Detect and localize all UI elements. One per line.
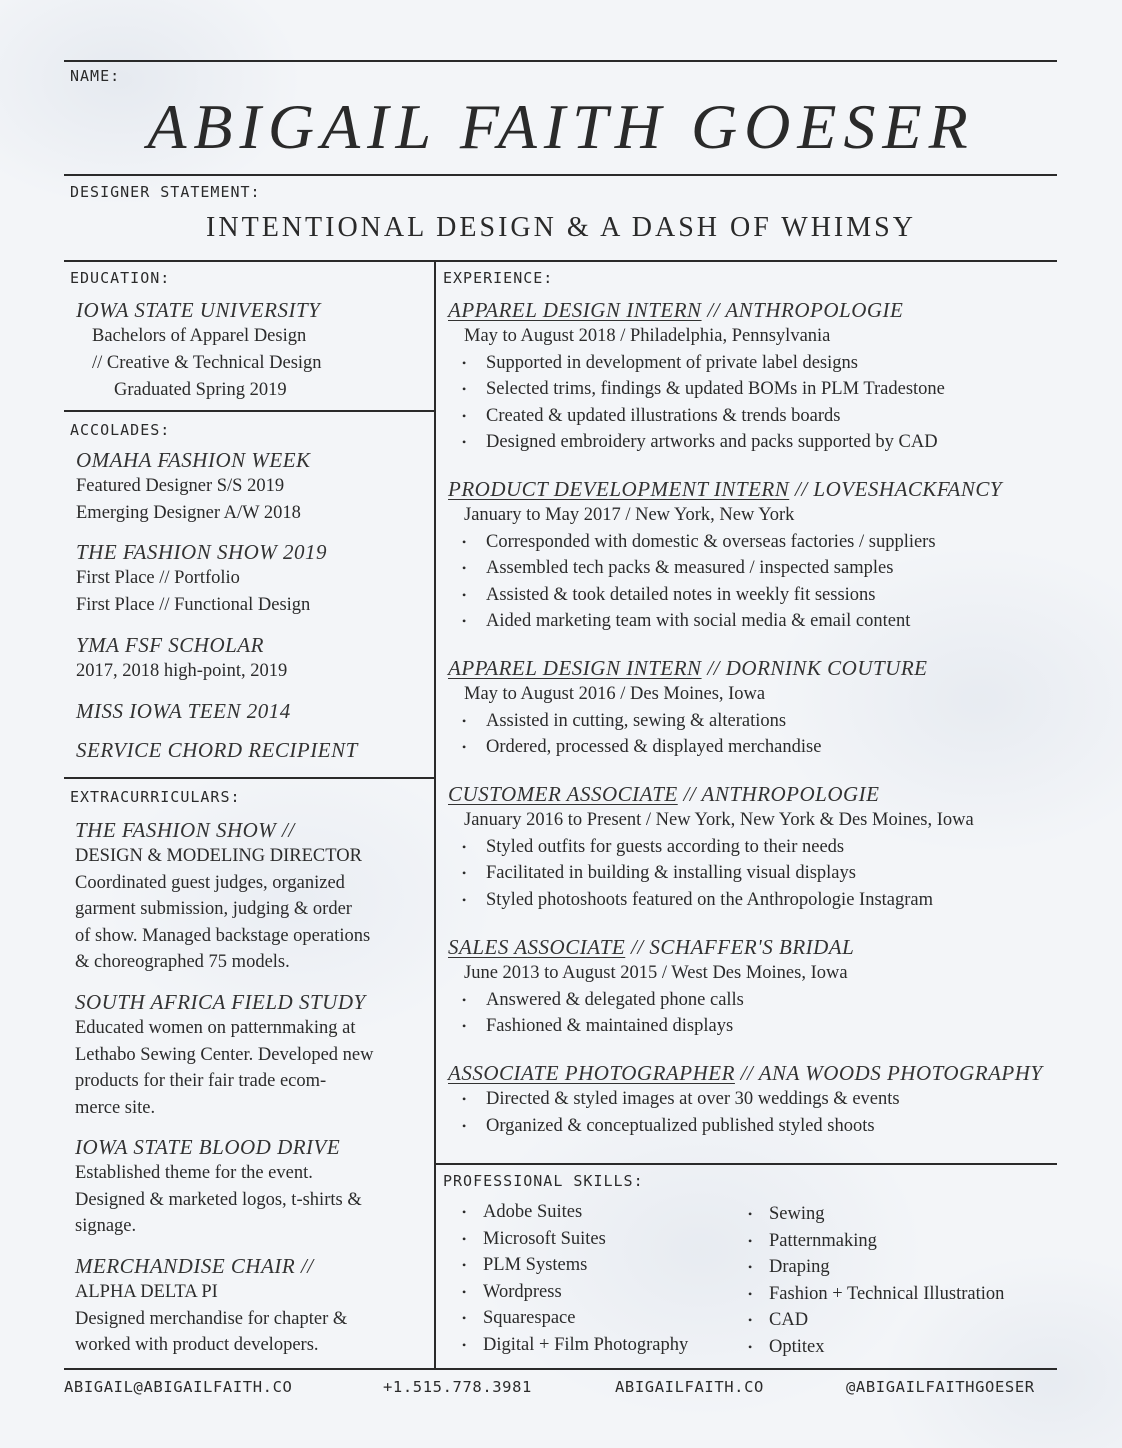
graduation-date: Graduated Spring 2019 (114, 380, 287, 400)
job-role: SALES ASSOCIATE (448, 935, 626, 959)
skill-item: • CAD (732, 1307, 1004, 1334)
accolade-line: Featured Designer S/S 2019 (76, 476, 285, 496)
rule-below-education (64, 410, 435, 412)
job-company: // LOVESHACKFANCY (789, 477, 1003, 501)
skill-item: • Sewing (732, 1201, 1004, 1228)
job-company: // ANTHROPOLOGIE (677, 782, 880, 806)
accolade-title: MISS IOWA TEEN 2014 (76, 699, 291, 723)
accolade-line: Emerging Designer A/W 2018 (76, 502, 301, 523)
job-company: // DORNINK COUTURE (701, 656, 928, 680)
accolade-title: YMA FSF SCHOLAR (76, 633, 264, 657)
rule-above-skills (434, 1163, 1057, 1165)
skill-item: • Squarespace (446, 1305, 688, 1332)
skill-item: • Wordpress (446, 1279, 688, 1306)
skill-item: • PLM Systems (446, 1252, 688, 1279)
job-role: PRODUCT DEVELOPMENT INTERN (448, 477, 790, 501)
experience-entry (448, 935, 854, 1040)
skills-list-left (446, 1199, 688, 1358)
job-dates: January 2016 to Present / New York, New York & Des Moines, Iowa (464, 810, 974, 830)
skill-item: • Digital + Film Photography (446, 1332, 688, 1359)
job-bullet: • Organized & conceptualized published styled shoots (448, 1113, 1043, 1140)
job-company: // SCHAFFER'S BRIDAL (625, 935, 855, 959)
job-bullet: • Styled photoshoots featured on the Anthropologie Instagram (448, 887, 974, 914)
experience-entry (448, 1061, 1043, 1139)
activity-title: MERCHANDISE CHAIR // (75, 1254, 314, 1278)
activity-title: IOWA STATE BLOOD DRIVE (75, 1135, 341, 1159)
activity-line: ALPHA DELTA PI (75, 1282, 218, 1302)
accolade-line: First Place // Portfolio (76, 568, 240, 588)
activity-line: Educated women on patternmaking at (75, 1018, 356, 1038)
designer-statement: INTENTIONAL DESIGN & A DASH OF WHIMSY (206, 212, 916, 243)
accolade-item (76, 699, 291, 724)
job-dates: May to August 2018 / Philadelphia, Pennsylvania (464, 326, 831, 346)
accolades-label: ACCOLADES: (70, 421, 171, 439)
extracurricular-item (75, 1254, 347, 1359)
job-bullet: • Designed embroidery artworks and packs supported by CAD (448, 429, 945, 456)
footer-email: ABIGAIL@ABIGAILFAITH.CO (64, 1378, 293, 1396)
activity-line: of show. Managed backstage operations (75, 925, 371, 946)
job-role: CUSTOMER ASSOCIATE (448, 782, 678, 806)
job-role: ASSOCIATE PHOTOGRAPHER (448, 1061, 735, 1085)
rule-top (64, 60, 1057, 62)
accolade-title: SERVICE CHORD RECIPIENT (76, 738, 358, 762)
activity-line: Established theme for the event. (75, 1163, 313, 1183)
job-bullet: • Supported in development of private label designs (448, 350, 945, 377)
footer-phone: +1.515.778.3981 (383, 1378, 532, 1396)
skill-item: • Draping (732, 1254, 1004, 1281)
job-company: // ANTHROPOLOGIE (701, 298, 904, 322)
degree-focus: // Creative & Technical Design (92, 353, 322, 373)
activity-line: merce site. (75, 1097, 156, 1118)
experience-entry (448, 656, 928, 761)
job-bullet: • Corresponded with domestic & overseas factories / suppliers (448, 529, 1002, 556)
activity-line: signage. (75, 1216, 137, 1236)
footer-social: @ABIGAILFAITHGOESER (846, 1378, 1035, 1396)
extracurricular-item (75, 818, 370, 976)
accolade-item (76, 540, 327, 618)
accolade-line: First Place // Functional Design (76, 594, 311, 615)
extracurricular-item (75, 1135, 362, 1240)
accolade-item (76, 633, 287, 685)
job-role: APPAREL DESIGN INTERN (448, 298, 702, 322)
experience-entry (448, 298, 945, 456)
accolade-item (76, 738, 358, 763)
accolade-line: 2017, 2018 high-point, 2019 (76, 661, 288, 681)
candidate-name: ABIGAIL FAITH GOESER (147, 91, 975, 162)
job-bullet: • Styled outfits for guests according to their needs (448, 834, 974, 861)
job-company: // ANA WOODS PHOTOGRAPHY (734, 1061, 1043, 1085)
extracurricular-item (75, 990, 373, 1121)
experience-entry (448, 477, 1002, 635)
skills-list-right (732, 1201, 1004, 1360)
job-bullet: • Directed & styled images at over 30 weddings & events (448, 1086, 1043, 1113)
skill-item: • Fashion + Technical Illustration (732, 1281, 1004, 1308)
job-bullet: • Facilitated in building & installing visual displays (448, 860, 974, 887)
job-bullet: • Answered & delegated phone calls (448, 987, 854, 1014)
activity-line: Designed merchandise for chapter & (75, 1308, 348, 1329)
skill-item: • Microsoft Suites (446, 1226, 688, 1253)
accolade-item (76, 448, 311, 526)
column-divider (434, 260, 436, 1370)
school-name: IOWA STATE UNIVERSITY (76, 298, 321, 322)
footer-website: ABIGAILFAITH.CO (615, 1378, 764, 1396)
designer-statement-label: DESIGNER STATEMENT: (70, 183, 261, 201)
job-dates: May to August 2016 / Des Moines, Iowa (464, 684, 766, 704)
extracurriculars-label: EXTRACURRICULARS: (70, 788, 241, 806)
accolade-title: OMAHA FASHION WEEK (76, 448, 311, 472)
accolade-title: THE FASHION SHOW 2019 (76, 540, 328, 564)
activity-line: Lethabo Sewing Center. Developed new (75, 1044, 374, 1065)
activity-title: SOUTH AFRICA FIELD STUDY (75, 990, 366, 1014)
experience-entry (448, 782, 974, 913)
rule-above-footer (64, 1368, 1057, 1370)
activity-line: Designed & marketed logos, t-shirts & (75, 1189, 362, 1210)
rule-below-accolades (64, 777, 435, 779)
degree: Bachelors of Apparel Design (92, 326, 307, 346)
job-bullet: • Selected trims, findings & updated BOMs in PLM Tradestone (448, 376, 945, 403)
activity-line: garment submission, judging & order (75, 899, 352, 919)
job-role: APPAREL DESIGN INTERN (448, 656, 702, 680)
education-section (76, 298, 322, 404)
skill-item: • Optitex (732, 1334, 1004, 1361)
activity-title: THE FASHION SHOW // (75, 818, 295, 842)
rule-below-name (64, 174, 1057, 176)
job-dates: June 2013 to August 2015 / West Des Moines, Iowa (464, 963, 848, 983)
job-bullet: • Created & updated illustrations & trends boards (448, 403, 945, 430)
activity-line: DESIGN & MODELING DIRECTOR (75, 846, 362, 866)
job-bullet: • Ordered, processed & displayed merchandise (448, 734, 928, 761)
experience-label: EXPERIENCE: (443, 269, 554, 287)
skill-item: • Adobe Suites (446, 1199, 688, 1226)
job-dates: January to May 2017 / New York, New York (464, 505, 795, 525)
skill-item: • Patternmaking (732, 1228, 1004, 1255)
activity-line: worked with product developers. (75, 1335, 319, 1355)
job-bullet: • Assisted in cutting, sewing & alterations (448, 708, 928, 735)
activity-line: products for their fair trade ecom- (75, 1071, 327, 1091)
job-bullet: • Assembled tech packs & measured / inspected samples (448, 555, 1002, 582)
education-label: EDUCATION: (70, 269, 171, 287)
rule-below-statement (64, 260, 1057, 262)
name-label: NAME: (70, 67, 121, 85)
professional-skills-label: PROFESSIONAL SKILLS: (443, 1172, 644, 1190)
job-bullet: • Assisted & took detailed notes in weekly fit sessions (448, 582, 1002, 609)
activity-line: & choreographed 75 models. (75, 952, 290, 972)
job-bullet: • Fashioned & maintained displays (448, 1013, 854, 1040)
job-bullet: • Aided marketing team with social media & email content (448, 608, 1002, 635)
activity-line: Coordinated guest judges, organized (75, 872, 345, 893)
